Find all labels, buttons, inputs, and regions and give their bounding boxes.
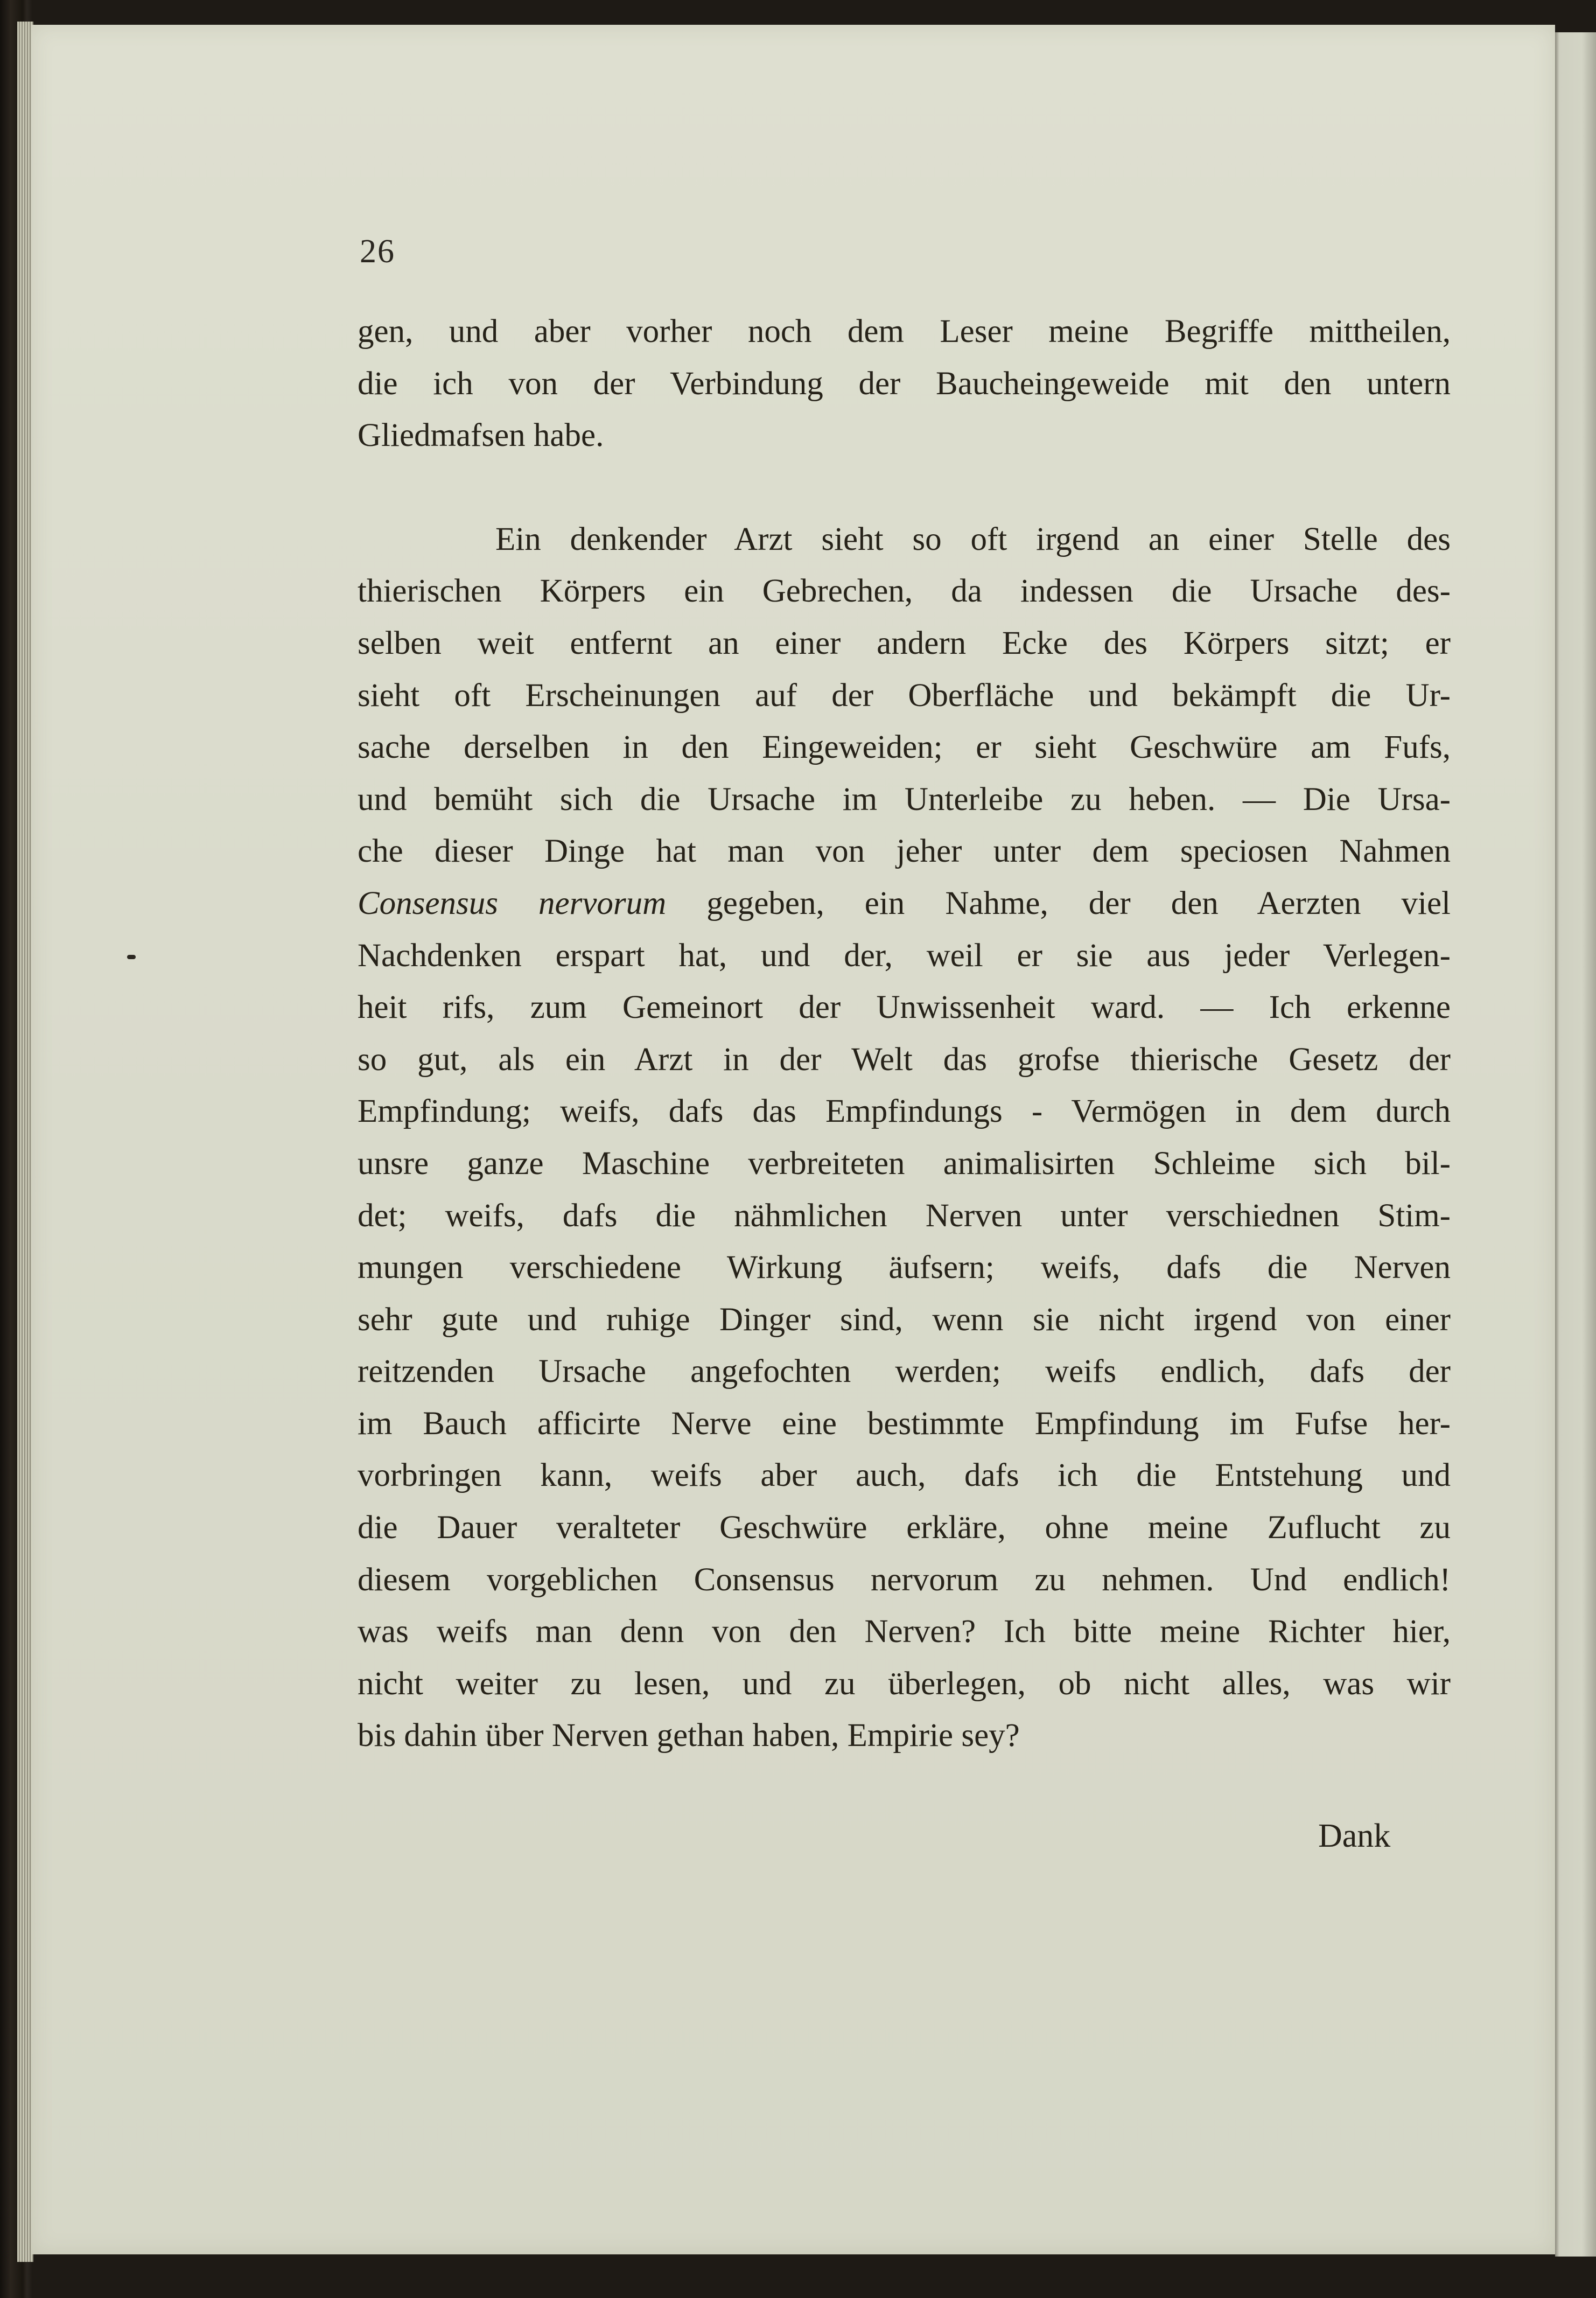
text-line: im Bauch afficirte Nerve eine bestimmte Empfindung im Fufse her-	[358, 1405, 1451, 1442]
body-text	[358, 306, 1451, 1762]
text-line: mungen verschiedene Wirkung äufsern; weifs, dafs die Nerven	[358, 1249, 1451, 1286]
text-line: gen, und aber vorher noch dem Leser meine Begriffe mittheilen,	[358, 313, 1451, 350]
text-line: die Dauer veralteter Geschwüre erkläre, ohne meine Zuflucht zu	[358, 1510, 1451, 1546]
text-line: sieht oft Erscheinungen auf der Oberfläche und bekämpft die Ur-	[358, 677, 1451, 714]
text-line: unsre ganze Maschine verbreiteten animalisirten Schleime sich bil-	[358, 1145, 1451, 1182]
text-line: heit rifs, zum Gemeinort der Unwissenheit ward. — Ich erkenne	[358, 989, 1451, 1026]
text-line-rest: gegeben, ein Nahme, der den Aerzten viel	[666, 885, 1451, 921]
text-line: det; weifs, dafs die nähmlichen Nerven unter verschiednen Stim-	[358, 1197, 1451, 1234]
text-line: so gut, als ein Arzt in der Welt das grofse thierische Gesetz der	[358, 1041, 1451, 1078]
text-line: thierischen Körpers ein Gebrechen, da indessen die Ursache des-	[358, 573, 1451, 610]
text-line: Empfindung; weifs, dafs das Empfindungs - Vermögen in dem durch	[358, 1093, 1451, 1130]
text-line-italic-start	[358, 878, 1451, 930]
text-line: Nachdenken erspart hat, und der, weil er sie aus jeder Verlegen-	[358, 937, 1451, 974]
page-number: 26	[360, 233, 395, 270]
page-edge-right	[1555, 32, 1596, 2257]
text-line: und bemüht sich die Ursache im Unterleibe zu heben. — Die Ursa-	[358, 781, 1451, 818]
text-line: die ich von der Verbindung der Baucheingeweide mit den untern	[358, 365, 1451, 402]
text-line: che dieser Dinge hat man von jeher unter dem speciosen Nahmen	[358, 833, 1451, 870]
text-line: sehr gute und ruhige Dinger sind, wenn sie nicht irgend von einer	[358, 1301, 1451, 1338]
text-line: reitzenden Ursache angefochten werden; weifs endlich, dafs der	[358, 1353, 1451, 1390]
paragraph-2	[358, 514, 1451, 1762]
italic-phrase: Consensus nervorum	[358, 885, 667, 921]
catchword: Dank	[1318, 1818, 1391, 1854]
paragraph-1	[358, 306, 1451, 462]
text-line: diesem vorgeblichen Consensus nervorum zu nehmen. Und endlich!	[358, 1561, 1451, 1598]
text-line: was weifs man denn von den Nerven? Ich bitte meine Richter hier,	[358, 1614, 1451, 1650]
text-line: selben weit entfernt an einer andern Ecke des Körpers sitzt; er	[358, 625, 1451, 661]
text-line: Gliedmafsen habe.	[358, 417, 604, 454]
text-line: nicht weiter zu lesen, und zu überlegen, ob nicht alles, was wir	[358, 1665, 1451, 1702]
text-line: Ein denkender Arzt sieht so oft irgend an einer Stelle des	[495, 521, 1451, 557]
text-line: bis dahin über Nerven gethan haben, Empirie sey?	[358, 1717, 1020, 1754]
ink-mark	[127, 955, 136, 959]
text-line: sache derselben in den Eingeweiden; er sieht Geschwüre am Fufs,	[358, 729, 1451, 766]
text-line: vorbringen kann, weifs aber auch, dafs ich die Entstehung und	[358, 1457, 1451, 1494]
